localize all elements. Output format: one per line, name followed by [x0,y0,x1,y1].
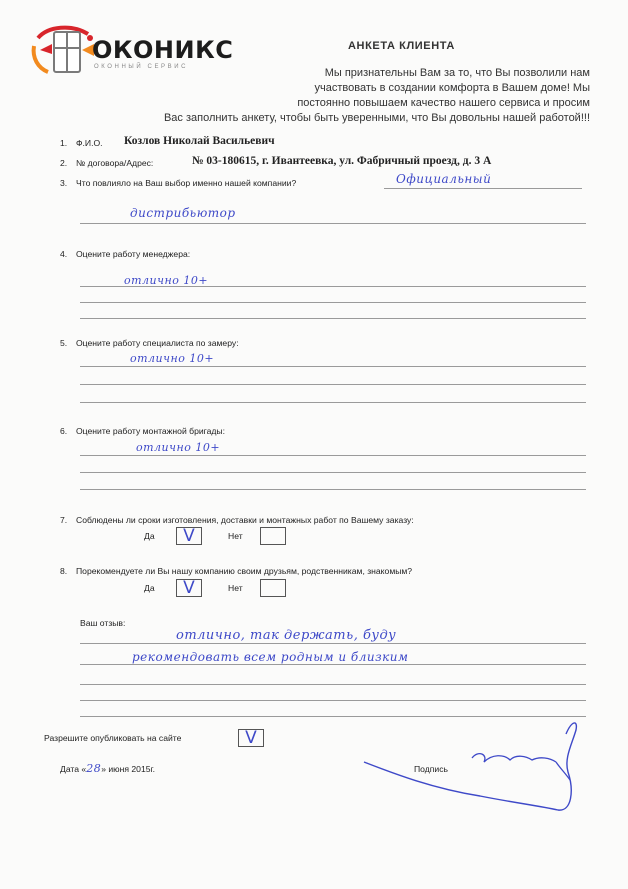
review-line-rule-4 [80,700,586,701]
q4-line-1 [80,286,586,287]
q8-yes-checkmark: V [183,578,195,598]
intro-line-2: участвовать в создании комфорта в Вашем доме! Мы [314,82,590,94]
date-field [60,762,155,775]
intro-text [70,66,590,126]
date-suffix: » июня 2015г. [101,764,155,774]
signature-label: Подпись [414,764,449,774]
question-2-label: № договора/Адрес: [76,158,154,168]
q7-yes-label: Да [144,531,155,541]
question-1-label: Ф.И.О. [76,138,103,148]
question-4 [60,249,190,259]
q6-line-2 [80,472,586,473]
intro-line-3: постоянно повышаем качество нашего сервиса и просим [297,97,590,109]
form-title: АНКЕТА КЛИЕНТА [348,40,455,52]
q4-line-2 [80,302,586,303]
question-8-label: Порекомендуете ли Вы нашу компанию своим друзьям, родственникам, знакомым? [76,566,413,576]
publish-checkbox[interactable] [238,729,264,747]
question-4-number: 4. [60,249,68,259]
q6-line-3 [80,489,586,490]
logo-name: ОКОНИКС [92,36,234,64]
installation-rating-answer: отлично 10+ [136,441,221,454]
publish-checkmark: V [245,728,257,748]
question-2-number: 2. [60,158,68,168]
handwritten-signature [360,710,590,820]
full-name-value: Козлов Николай Васильевич [124,135,275,147]
publish-label: Разрешите опубликовать на сайте [44,733,182,743]
question-6-label: Оцените работу монтажной бригады: [76,426,225,436]
q7-no-checkbox[interactable] [260,527,286,545]
question-7-label: Соблюдены ли сроки изготовления, доставки и монтажных работ по Вашему заказу: [76,515,414,525]
review-line-rule-1 [80,643,586,644]
question-7 [60,515,414,525]
question-6 [60,426,225,436]
question-3 [60,178,296,188]
date-prefix: Дата « [60,764,87,774]
review-line-1: отлично, так держать, буду [176,628,397,643]
q4-line-3 [80,318,586,319]
question-3-number: 3. [60,178,68,188]
review-line-rule-2 [80,664,586,665]
q5-line-3 [80,402,586,403]
question-7-number: 7. [60,515,68,525]
q5-line-2 [80,384,586,385]
q6-line-1 [80,455,586,456]
q8-yes-checkbox[interactable] [176,579,202,597]
question-1-number: 1. [60,138,68,148]
question-2 [60,158,153,168]
date-day: 28 [86,762,102,775]
q8-no-label: Нет [228,583,243,593]
review-line-rule-3 [80,684,586,685]
q7-yes-checkmark: V [183,526,195,546]
q3-answer-line-1: Официальный [396,172,492,186]
review-label: Ваш отзыв: [80,618,126,628]
measurer-rating-answer: отлично 10+ [130,352,215,365]
intro-line-1: Мы признательны Вам за то, что Вы позволили нам [324,67,590,79]
q3-underline-2 [80,223,586,224]
question-5-label: Оцените работу специалиста по замеру: [76,338,239,348]
question-3-label: Что повлияло на Ваш выбор именно нашей компании? [76,178,297,188]
q7-yes-checkbox[interactable] [176,527,202,545]
review-line-2: рекомендовать всем родным и близким [132,650,409,664]
question-8 [60,566,412,576]
question-8-number: 8. [60,566,68,576]
q7-no-label: Нет [228,531,243,541]
question-5 [60,338,239,348]
logo-tagline: ОКОННЫЙ СЕРВИС [94,64,189,70]
q5-line-1 [80,366,586,367]
contract-address-value: № 03-180615, г. Ивантеевка, ул. Фабричный проезд, д. 3 А [192,155,492,167]
question-6-number: 6. [60,426,68,436]
question-4-label: Оцените работу менеджера: [76,249,191,259]
manager-rating-answer: отлично 10+ [124,274,209,287]
q3-underline-1 [384,188,582,189]
intro-line-4: Вас заполнить анкету, чтобы быть уверенными, что Вы довольны нашей работой!!! [163,112,590,124]
q3-answer-line-2: дистрибьютор [130,206,236,220]
q8-no-checkbox[interactable] [260,579,286,597]
question-1 [60,138,103,148]
question-5-number: 5. [60,338,68,348]
q8-yes-label: Да [144,583,155,593]
